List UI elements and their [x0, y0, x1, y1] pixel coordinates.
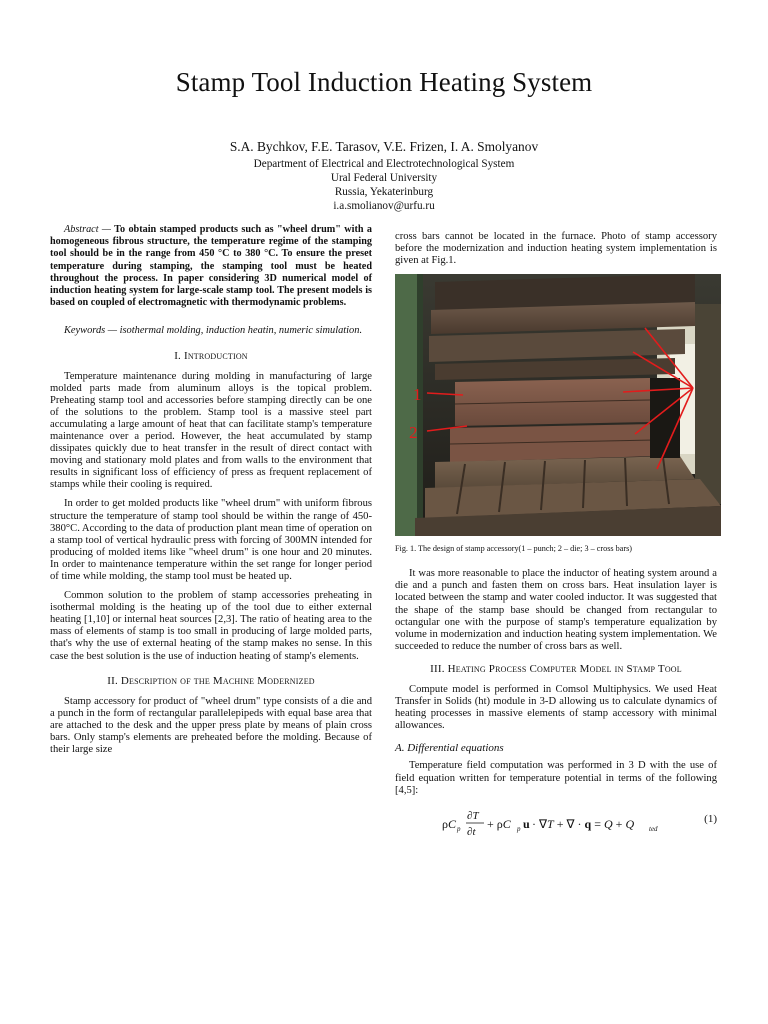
left-column [50, 224, 372, 756]
svg-text:p: p [457, 824, 461, 833]
equation-1 [395, 805, 717, 839]
affiliation-block [0, 157, 768, 213]
continued-paragraph: cross bars cannot be located in the furnace. Photo of stamp accessory before the modernization and induction heating system implementation is given at Fig.1. [395, 231, 717, 267]
introduction-paragraph-2: In order to get molded products like "wheel drum" with uniform fibrous structure the temperature of stamp tool should be within the range of 450-380°C. According to the data of production plant mean time of operation on a stamp tool of vertical hydraulic press with forcing of 300MN intended for producing of molded items like "wheel drum" is one hour and 20 minutes. In order to maintenance temperature within the set range for longer period of time while molding, the stamp tool must be heated up. [50, 498, 372, 583]
affiliation-location: Russia, Yekaterinburg [334, 186, 434, 198]
right-column [395, 231, 717, 839]
inductor-paragraph: It was more reasonable to place the inductor of heating system around a die and a punch and fasten them on cross bars. Heat insulation layer is located between the stamp and water cooled inductor. It was suggested that the shape of the stamp base should be changed from rectangular to octangular one with the purpose of stamp's temperature equalization by volume in modernization and induction heating system implementation. We succeeded to reduce the number of cross bars as well. [395, 568, 717, 652]
subsection-heading-differential-equations: A. Differential equations [395, 742, 504, 755]
svg-text:p: p [517, 824, 521, 833]
paper-title: Stamp Tool Induction Heating System [175, 67, 593, 97]
figure-1-photo [395, 274, 721, 536]
section-heading-computer-model: III. Heating Process Computer Model in Stamp Tool [430, 662, 682, 675]
svg-text:· ∇T + ∇ · q = Q + Q: · ∇T + ∇ · q = Q + Q [532, 816, 635, 831]
abstract-text: To obtain stamped products such as "wheel drum" with a homogeneous fibrous structure, the temperature regime of the stamping tool should be in the range from 450 °C to 380 °C. To ensure the preset temperature during stamping, the stamping tool must be heated throughout the process. In paper considering 3D numerical model of induction heating system for large-scale stamp tool. The present models is based on coupled of electromagnetic with thermodynamic problems. [50, 224, 372, 309]
svg-text:ρC: ρC [442, 816, 457, 831]
svg-text:∂T: ∂T [467, 809, 479, 822]
section-heading-machine: II. Description of the Machine Modernized [107, 674, 315, 687]
svg-text:+ ρC: + ρC [487, 816, 511, 831]
abstract [50, 224, 372, 309]
svg-text:u: u [523, 816, 530, 831]
abstract-lead: Abstract — [64, 224, 111, 235]
equation-1-number: (1) [704, 812, 717, 825]
figure-label-2: 2 [409, 423, 418, 443]
affiliation-department: Department of Electrical and Electrotechnological System [253, 158, 515, 170]
differential-equations-paragraph: Temperature field computation was performed in 3 D with the use of field equation written for temperature potential in terms of the following [4,5]: [395, 760, 717, 796]
svg-text:∂t: ∂t [467, 825, 476, 838]
computer-model-paragraph: Compute model is performed in Comsol Multiphysics. We used Heat Transfer in Solids (ht) module in 3-D allowing us to calculate dynamics of heating processes in massive elements of stamp accessory with minimal allowances. [395, 683, 717, 732]
introduction-paragraph-1: Temperature maintenance during molding in manufacturing of large molded parts made from aluminum alloys is the topical problem. Preheating stamp tool and accessories before stamping directly can be one of the solutions to the problem. Stamp tool is a massive steel part accumulating a large amount of heat that can facilitate stamp's temperature maintenance over a period. However, the heat accumulated by stamp dissipates quickly due to heat transfer in the result of direct contact with moving and stationary mold plates and from walls to the environment that results in significant loss of efficiency of press as frequent replacement of stamps while their cooling is required. [50, 370, 372, 491]
equation-1-formula [442, 807, 682, 841]
section-heading-introduction: I. Introduction [174, 349, 248, 362]
author-list: S.A. Bychkov, F.E. Tarasov, V.E. Frizen, I. A. Smolyanov [229, 139, 539, 154]
machine-paragraph-1: Stamp accessory for product of "wheel drum" type consists of a die and a punch in the form of rectangular parallelepipeds with equal base area that are attached to the desk and the upper press plate by means of plain cross bars. Only stamp's elements are preheated before the molding. Because of their large size [50, 695, 372, 756]
introduction-paragraph-3: Common solution to the problem of stamp accessories preheating in isothermal molding is the heating up of the tool due to either external heating [1,10] or internal heat sources [2,3]. The ratio of heating area to the mass of elements of stamp is too small in producing of large molded parts, that's why the use of external heating of the stamp makes no sense. In this case the best solution is the use of induction heating of stamp's elements. [50, 590, 372, 662]
figure-label-1: 1 [413, 385, 422, 405]
svg-text:ted: ted [649, 824, 658, 833]
affiliation-email: i.a.smolianov@urfu.ru [333, 200, 435, 212]
keywords: Keywords — isothermal molding, induction heatin, numeric simulation. [64, 325, 363, 337]
affiliation-university: Ural Federal University [330, 172, 438, 184]
figure-caption: Fig. 1. The design of stamp accessory(1 – punch; 2 – die; 3 – cross bars) [395, 544, 633, 554]
